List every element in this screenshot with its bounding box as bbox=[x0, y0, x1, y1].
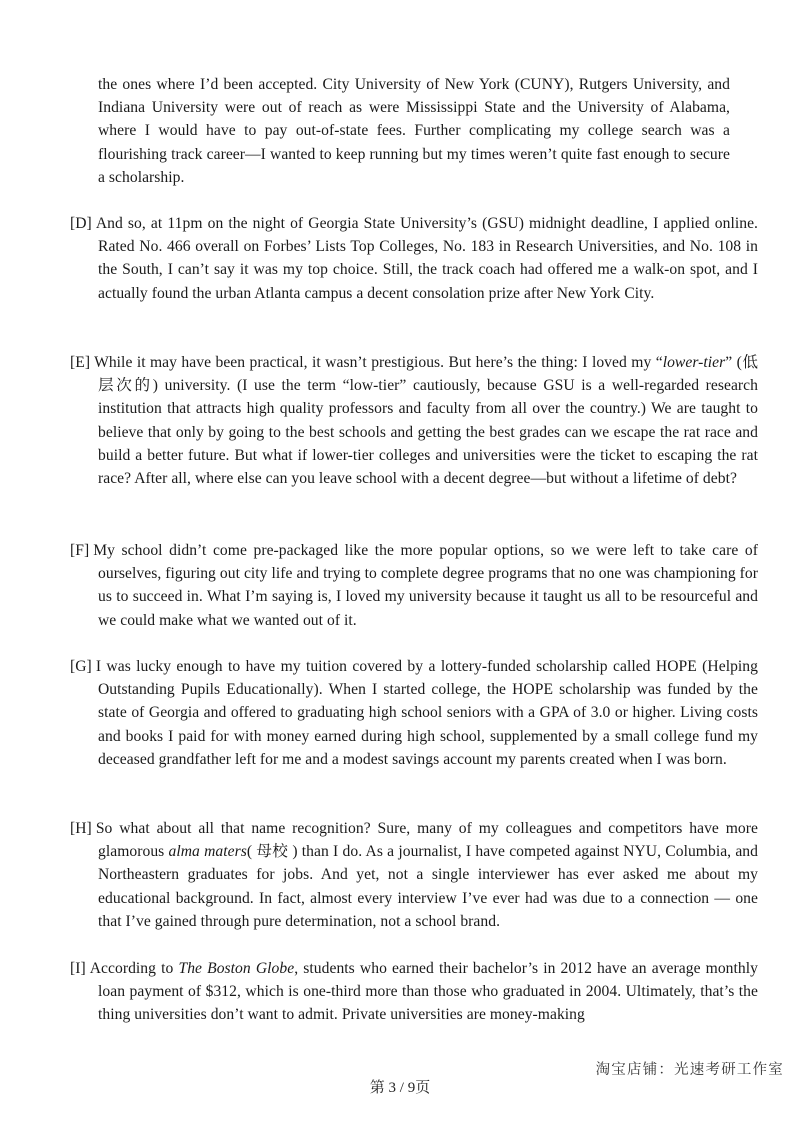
paragraph-d bbox=[70, 212, 758, 305]
paragraph-text: So what about all that name recognition? Sure, many of my colleagues and competitors have more glamorous bbox=[95, 820, 758, 861]
paragraph-label: [D] bbox=[70, 215, 92, 232]
paragraph-label: [G] bbox=[70, 658, 92, 675]
paragraph-text: ” (低层次的) university. (I use the term “low-tier” cautiously, because GSU is a well-regarded research institution that attracts high quality professors and faculty from all over the country.) We are taught to believe that only by going to the best schools and getting the best grades can we escape the rat race and build a better future. But what if lower-tier colleges and universities were the ticket to escaping the rat race? After all, where else can you leave school with a decent degree—but without a lifetime of debt? bbox=[98, 354, 758, 488]
paragraph-text: According to bbox=[89, 960, 179, 977]
paragraph-g bbox=[70, 655, 758, 771]
italic-term: alma maters bbox=[168, 843, 247, 861]
paragraph-f bbox=[70, 539, 758, 632]
paragraph-label: [F] bbox=[70, 542, 90, 559]
page-number: 第 3 / 9页 bbox=[369, 1080, 431, 1096]
shop-watermark: 淘宝店铺：光速考研工作室 bbox=[595, 1062, 784, 1078]
paragraph-i bbox=[70, 957, 758, 1027]
paragraph-text: , students who earned their bachelor’s in 2012 have an average monthly loan payment of $312, which is one-third more than those who graduated in 2004. Ultimately, that’s the thing universities don’t want to admit. Private universities are money-making bbox=[98, 960, 758, 1024]
paragraph-text: I was lucky enough to have my tuition covered by a lottery-funded scholarship called HOPE (Helping Outstanding Pupils Educationally). When I started college, the HOPE scholarship was funded by the state of Georgia and offered to graduating high school seniors with a GPA of 3.0 or higher. Living costs and books I paid for with money earned during high school, supplemented by a small college fund my deceased grandfather left for me and a modest savings account my parents created when I was born. bbox=[95, 658, 758, 768]
paragraph-e bbox=[70, 351, 758, 490]
paragraph-text: While it may have been practical, it wasn’t prestigious. But here’s the thing: I loved my “ bbox=[94, 354, 663, 371]
paragraph-label: [I] bbox=[70, 960, 86, 977]
italic-title: The Boston Globe bbox=[178, 960, 295, 977]
paragraph-text: ( 母校 ) than I do. As a journalist, I have competed against NYU, Columbia, and Northeastern graduates for jobs. And yet, not a single interviewer has ever asked me about my educational background. In fact, almost every interview I’ve ever had was due to a connection — one that I’ve gained through pure determination, not a school brand. bbox=[98, 843, 759, 930]
paragraph-label: [H] bbox=[70, 820, 92, 837]
paragraph-text: And so, at 11pm on the night of Georgia State University’s (GSU) midnight deadline, I applied online. Rated No. 466 overall on Forbes’ Lists Top Colleges, No. 183 in Research Universities, and No. 108 in the South, I can’t say it was my top choice. Still, the track coach had offered me a walk-on spot, and I actually found the urban Atlanta campus a decent consolation prize after New York City. bbox=[95, 215, 758, 302]
paragraph-h bbox=[70, 817, 758, 933]
paragraph-text: My school didn’t come pre-packaged like the more popular options, so we were left to take care of ourselves, figuring out city life and trying to complete degree programs that no one was championing for us to succeed in. What I’m saying is, I loved my university because it taught us all to be resourceful and we could make what we wanted out of it. bbox=[93, 542, 758, 629]
paragraph-text: the ones where I’d been accepted. City University of New York (CUNY), Rutgers University, and Indiana University were out of reach as were Mississippi State and the University of Alabama, where I would have to pay out-of-state fees. Further complicating my college search was a flourishing track career—I wanted to keep running but my times weren’t quite fast enough to secure a scholarship. bbox=[98, 76, 730, 186]
paragraph-label: [E] bbox=[70, 354, 91, 371]
italic-term: lower-tier bbox=[662, 354, 726, 371]
paragraph-c-continued bbox=[98, 73, 730, 189]
